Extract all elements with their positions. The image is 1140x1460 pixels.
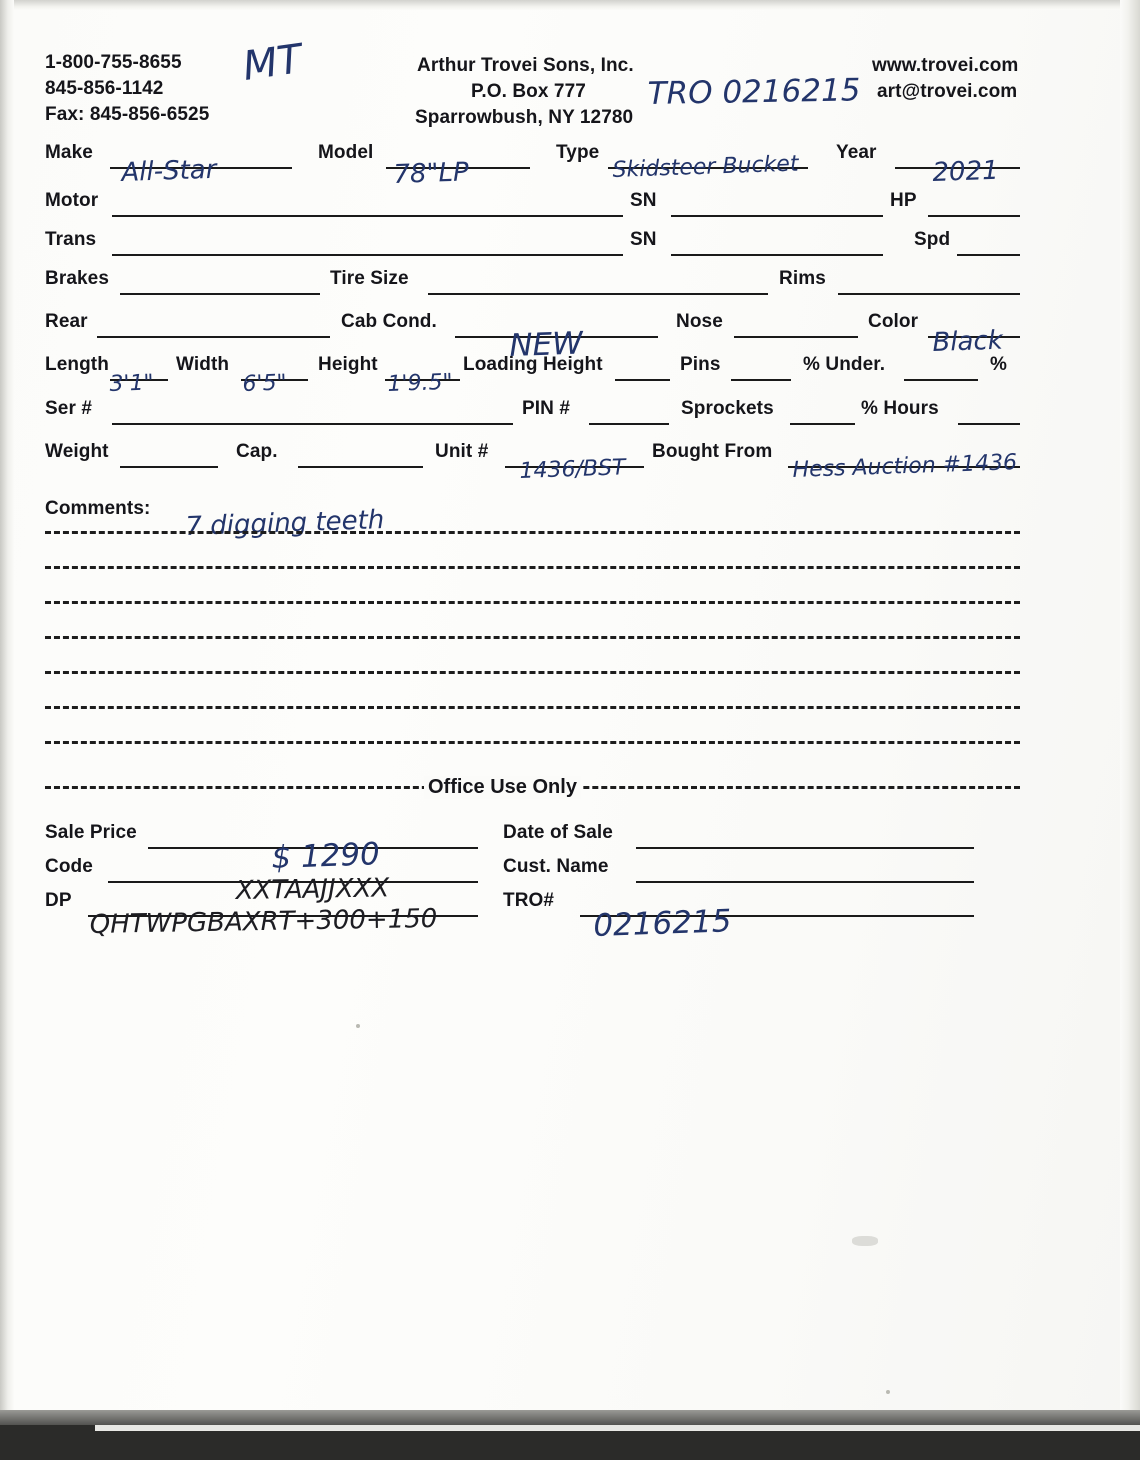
label-color: Color bbox=[868, 311, 919, 332]
label-model: Model bbox=[318, 142, 374, 163]
rule-date-of-sale bbox=[636, 847, 974, 849]
label-percent: % bbox=[990, 354, 1007, 375]
rule-rear bbox=[97, 336, 330, 338]
rule-trans bbox=[112, 254, 623, 256]
label-rear: Rear bbox=[45, 311, 88, 332]
rule-sprockets bbox=[790, 423, 855, 425]
value-cab-cond: NEW bbox=[508, 325, 584, 364]
label-code: Code bbox=[45, 856, 93, 877]
label-cust-name: Cust. Name bbox=[503, 856, 609, 877]
label-dp: DP bbox=[45, 890, 72, 911]
rule-cap bbox=[298, 466, 423, 468]
comment-line-5 bbox=[45, 671, 1020, 674]
paper-right-edge bbox=[1120, 0, 1140, 1425]
label-type: Type bbox=[556, 142, 600, 163]
company-email: art@trovei.com bbox=[877, 81, 1018, 102]
rule-motor bbox=[112, 215, 623, 217]
value-length: 3'1" bbox=[109, 370, 155, 397]
label-hp: HP bbox=[890, 190, 917, 211]
value-width: 6'5" bbox=[242, 370, 288, 397]
label-unit-number: Unit # bbox=[435, 441, 489, 462]
label-pin-number: PIN # bbox=[522, 398, 571, 419]
rule-sn-trans bbox=[671, 254, 883, 256]
value-comments: 7 digging teeth bbox=[184, 505, 385, 542]
label-make: Make bbox=[45, 142, 93, 163]
paper-left-edge bbox=[0, 0, 14, 1425]
value-tro-number: 0216215 bbox=[592, 903, 732, 944]
label-sn-motor: SN bbox=[630, 190, 657, 211]
label-loading-height: Loading Height bbox=[463, 354, 603, 375]
label-bought-from: Bought From bbox=[652, 441, 773, 462]
rule-ser-number bbox=[112, 423, 513, 425]
scan-smudge bbox=[852, 1236, 878, 1246]
comment-line-7 bbox=[45, 741, 1020, 744]
label-tire-size: Tire Size bbox=[330, 268, 409, 289]
comment-line-4 bbox=[45, 636, 1020, 639]
value-height: 1'9.5" bbox=[387, 369, 454, 397]
value-type: Skidsteer Bucket bbox=[612, 151, 799, 183]
value-year: 2021 bbox=[931, 155, 1000, 188]
company-website: www.trovei.com bbox=[872, 55, 1019, 76]
rule-brakes bbox=[120, 293, 320, 295]
label-weight: Weight bbox=[45, 441, 109, 462]
label-rims: Rims bbox=[779, 268, 826, 289]
rule-pins bbox=[731, 379, 791, 381]
label-ser-number: Ser # bbox=[45, 398, 92, 419]
rule-pin-number bbox=[589, 423, 669, 425]
label-brakes: Brakes bbox=[45, 268, 109, 289]
label-percent-under: % Under. bbox=[803, 354, 886, 375]
comment-line-2 bbox=[45, 566, 1020, 569]
label-nose: Nose bbox=[676, 311, 723, 332]
label-percent-hours: % Hours bbox=[861, 398, 939, 419]
header-phone-2: 845-856-1142 bbox=[45, 78, 164, 99]
label-length: Length bbox=[45, 354, 109, 375]
comment-line-1 bbox=[45, 531, 1020, 534]
rule-cust-name bbox=[636, 881, 974, 883]
label-height: Height bbox=[318, 354, 378, 375]
value-color: Black bbox=[931, 325, 1004, 358]
scanner-bed-strip bbox=[0, 1425, 1140, 1460]
label-pins: Pins bbox=[680, 354, 721, 375]
label-sprockets: Sprockets bbox=[681, 398, 774, 419]
rule-rims bbox=[838, 293, 1020, 295]
label-trans: Trans bbox=[45, 229, 97, 250]
header-fax: Fax: 845-856-6525 bbox=[45, 104, 210, 125]
tro-number-handwritten: TRO 0216215 bbox=[647, 72, 861, 112]
rule-weight bbox=[120, 466, 218, 468]
paper-top-edge bbox=[0, 0, 1140, 10]
rule-hp bbox=[928, 215, 1020, 217]
label-comments: Comments: bbox=[45, 498, 151, 519]
label-sn-trans: SN bbox=[630, 229, 657, 250]
comment-line-6 bbox=[45, 706, 1020, 709]
header-phone-1: 1-800-755-8655 bbox=[45, 52, 182, 73]
value-dp: QHTWPGBAXRT+300+150 bbox=[89, 903, 438, 940]
label-cab-cond: Cab Cond. bbox=[341, 311, 437, 332]
label-sale-price: Sale Price bbox=[45, 822, 137, 843]
company-name: Arthur Trovei Sons, Inc. bbox=[417, 55, 634, 76]
rule-sn-motor bbox=[671, 215, 883, 217]
initials-scribble: MT bbox=[240, 36, 305, 90]
label-spd: Spd bbox=[914, 229, 951, 250]
value-sale-price: $ 1290 bbox=[270, 836, 381, 876]
rule-percent-under bbox=[904, 379, 978, 381]
rule-loading-height bbox=[615, 379, 670, 381]
company-po-box: P.O. Box 777 bbox=[471, 81, 586, 102]
rule-spd bbox=[957, 254, 1020, 256]
rule-nose bbox=[734, 336, 858, 338]
label-year: Year bbox=[836, 142, 877, 163]
label-cap: Cap. bbox=[236, 441, 278, 462]
office-use-only-label: Office Use Only bbox=[424, 776, 581, 799]
scan-speck bbox=[356, 1024, 360, 1028]
company-city-state-zip: Sparrowbush, NY 12780 bbox=[415, 107, 634, 128]
rule-percent-hours bbox=[958, 423, 1020, 425]
label-width: Width bbox=[176, 354, 230, 375]
label-date-of-sale: Date of Sale bbox=[503, 822, 613, 843]
label-motor: Motor bbox=[45, 190, 99, 211]
value-model: 78"LP bbox=[392, 157, 470, 190]
scan-speck bbox=[886, 1390, 890, 1394]
comment-line-3 bbox=[45, 601, 1020, 604]
rule-tire-size bbox=[428, 293, 768, 295]
label-tro-number: TRO# bbox=[503, 890, 555, 911]
value-code: XXTAAJJXXX bbox=[235, 873, 390, 906]
value-make: All-Star bbox=[120, 154, 217, 188]
value-unit-number: 1436/BST bbox=[519, 455, 626, 484]
value-bought-from: Hess Auction #1436 bbox=[792, 450, 1018, 483]
